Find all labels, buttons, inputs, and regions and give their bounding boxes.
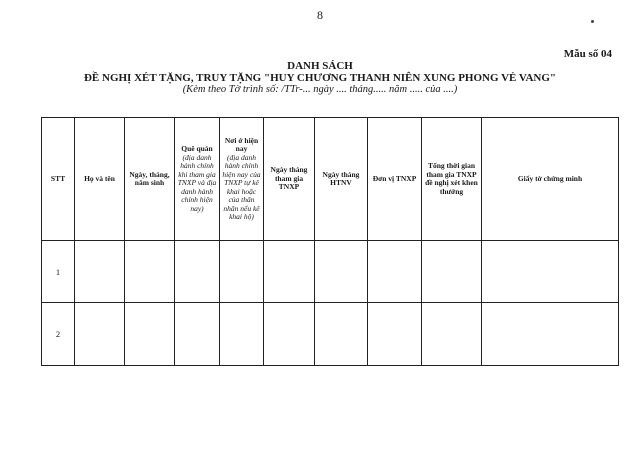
cell-birth-date (125, 241, 175, 303)
cell-documents (482, 303, 619, 366)
document-title: DANH SÁCH (287, 60, 353, 72)
header-stt: STT (42, 118, 75, 241)
cell-total-time (422, 303, 482, 366)
cell-unit (368, 241, 422, 303)
cell-hometown (175, 303, 220, 366)
header-current-residence: Nơi ở hiện nay (địa danh hành chính hiện nay của TNXP tự kê khai hoặc của thân nhân nếu kê khai hộ) (220, 118, 264, 241)
cell-join-date (264, 303, 315, 366)
header-full-name: Họ và tên (75, 118, 125, 241)
header-hometown-note: (địa danh hành chính khi tham gia TNXP và địa danh hành chính hiện nay) (177, 152, 217, 213)
title-block (0, 60, 640, 96)
header-residence-note: (địa danh hành chính hiện nay của TNXP tự kê khai hoặc của thân nhân nếu kê khai hộ) (222, 152, 261, 221)
cell-completion-date (315, 241, 368, 303)
cell-current-residence (220, 303, 264, 366)
nomination-table (41, 117, 619, 366)
cell-documents (482, 241, 619, 303)
cell-total-time (422, 241, 482, 303)
row-number: 1 (42, 241, 75, 303)
cell-full-name (75, 303, 125, 366)
header-documents: Giấy tờ chứng minh (482, 118, 619, 241)
cell-join-date (264, 241, 315, 303)
header-hometown: Quê quán (địa danh hành chính khi tham gia TNXP và địa danh hành chính hiện nay) (175, 118, 220, 241)
cell-current-residence (220, 241, 264, 303)
form-code: Mẫu số 04 (563, 48, 612, 60)
scan-speck (591, 20, 594, 23)
cell-unit (368, 303, 422, 366)
row-number: 2 (42, 303, 75, 366)
header-completion-date: Ngày tháng HTNV (315, 118, 368, 241)
page-number: 8 (317, 8, 323, 22)
header-row (42, 118, 619, 241)
header-join-date: Ngày tháng tham gia TNXP (264, 118, 315, 241)
cell-birth-date (125, 303, 175, 366)
header-unit: Đơn vị TNXP (368, 118, 422, 241)
cell-full-name (75, 241, 125, 303)
header-total-time: Tổng thời gian tham gia TNXP đề nghị xét khen thưởng (422, 118, 482, 241)
table-row (42, 303, 619, 366)
document-subtitle: ĐỀ NGHỊ XÉT TẶNG, TRUY TẶNG "HUY CHƯƠNG THANH NIÊN XUNG PHONG VẺ VANG" (83, 72, 557, 84)
cell-completion-date (315, 303, 368, 366)
document-note: (Kèm theo Tờ trình số: /TTr-... ngày .... tháng..... năm ..... của ....) (182, 84, 458, 95)
table-row (42, 241, 619, 303)
cell-hometown (175, 241, 220, 303)
header-birth-date: Ngày, tháng, năm sinh (125, 118, 175, 241)
